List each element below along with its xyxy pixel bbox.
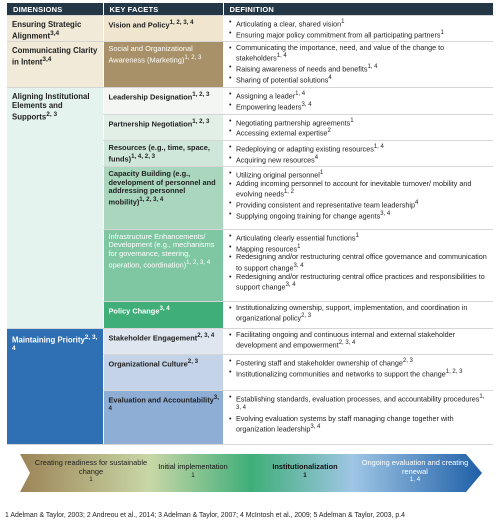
- facet-sup: 1, 2, 3: [192, 117, 210, 125]
- dimension-label: Ensuring Strategic Alignment: [12, 20, 82, 41]
- table-header-row: [7, 3, 493, 16]
- definition-cell: [223, 167, 493, 230]
- definition-item: • Redesigning and/or restructuring central office governance and communication to support change$^{3, 4}$: [229, 253, 489, 272]
- definition-item: • Institutionalizing communities and networks to support the change$^{1, 2, 3}$: [229, 368, 489, 379]
- facet-label: Vision and Policy: [108, 20, 170, 30]
- definition-item: • Negotiating partnership agreements$^1$: [229, 117, 489, 128]
- dimension-cell: [7, 88, 103, 328]
- facet-label: Capacity Building (e.g., development of personnel and addressing personnel mobility): [108, 169, 216, 207]
- definition-item: • Utilizing original personnel$^1$: [229, 169, 489, 180]
- definition-item: • Ensuring major policy commitment from all participating partners$^1$: [229, 29, 489, 40]
- facet-cell: [103, 355, 223, 391]
- definition-cell: [223, 114, 493, 140]
- definition-item: • Providing consistent and representative team leadership$^4$: [229, 199, 489, 210]
- table-row: [7, 41, 493, 87]
- facet-sup: 1, 2, 3, 4: [169, 19, 194, 27]
- facet-sup: 2, 3, 4: [197, 331, 215, 339]
- facet-cell: [103, 114, 223, 140]
- facet-label: Organizational Culture: [108, 359, 188, 369]
- stage-2: Initial implementation $^1$: [158, 462, 228, 479]
- facet-sup: 1, 2, 3: [184, 53, 202, 61]
- header-dimensions: DIMENSIONS: [7, 3, 103, 16]
- header-definition: DEFINITION: [223, 3, 493, 16]
- facet-cell: [103, 391, 223, 445]
- facet-cell: [103, 167, 223, 230]
- definition-item: • Establishing standards, evaluation processes, and accountability procedures$^{1, 3, 4}$: [229, 393, 489, 415]
- stage-arrow: [20, 454, 482, 492]
- definition-item: • Fostering staff and stakeholder ownership of change$^{2, 3}$: [229, 357, 489, 368]
- facet-label: Partnership Negotiation: [108, 119, 193, 129]
- stage-4: Ongoing evaluation and creating renewal $^{1, 4}$: [361, 458, 469, 484]
- facet-cell: [103, 301, 223, 328]
- definition-item: • Adding incoming personnel to account for inevitable turnover/ mobility and evolving needs$^{1, 2}$: [229, 180, 489, 199]
- definition-item: • Assigning a leader$^{1, 4}$: [229, 90, 489, 101]
- dimension-cell: [7, 328, 103, 444]
- definition-cell: [223, 88, 493, 114]
- facet-sup: 1, 4, 2, 3: [131, 152, 156, 160]
- facet-cell: [103, 328, 223, 354]
- facet-label: Policy Change: [108, 305, 160, 315]
- framework-table: [7, 3, 494, 445]
- definition-item: • Institutionalizing ownership, support, implementation, and coordination in organizational policy$^{2, 3}$: [229, 304, 489, 323]
- stage-3: Institutionalization $^1$: [272, 462, 338, 479]
- definition-item: • Raising awareness of needs and benefits$^{1, 4}$: [229, 63, 489, 74]
- definition-cell: [223, 41, 493, 87]
- facet-label: Stakeholder Engagement: [108, 333, 198, 343]
- definition-cell: [223, 229, 493, 301]
- dimension-label: Communicating Clarity in Intent: [12, 45, 98, 67]
- facet-sup: 2, 3: [187, 358, 199, 366]
- table-row: [7, 88, 493, 114]
- definition-item: • Communicating the importance, need, and value of the change to stakeholders$^{1, 4}$: [229, 44, 489, 63]
- references: 1 Adelman & Taylor, 2003; 2 Andreou et al., 2014; 3 Adelman & Taylor, 2007; 4 McIntosh et al., 2009; 5 Adelman & Taylor, 2003, p.4: [5, 512, 405, 519]
- table-row: [7, 328, 493, 354]
- definition-item: • Supplying ongoing training for change agents$^{3, 4}$: [229, 210, 489, 221]
- facet-cell: [103, 140, 223, 166]
- facet-label: Resources (e.g., time, space, funds): [108, 142, 210, 163]
- definition-item: • Articulating a clear, shared vision$^1$: [229, 18, 489, 29]
- definition-cell: [223, 16, 493, 42]
- definition-cell: [223, 355, 493, 391]
- definition-item: • Accessing external expertise$^2$: [229, 127, 489, 138]
- definition-cell: [223, 328, 493, 354]
- facet-cell: [103, 41, 223, 87]
- dimension-cell: [7, 41, 103, 87]
- facet-label: Leadership Designation: [108, 92, 193, 102]
- dimension-label: Maintaining Priority: [12, 335, 85, 345]
- dimension-sup: 3,4: [42, 55, 52, 63]
- definition-item: • Evolving evaluation systems by staff managing change together with organization leadership$^{3, 4}$: [229, 415, 489, 434]
- definition-item: • Redesigning and/or restructuring central office practices and responsibilities to support change$^{3, 4}$: [229, 273, 489, 292]
- dimension-sup: 2, 3: [46, 111, 58, 119]
- dimension-cell: [7, 16, 103, 42]
- dimension-label: Aligning Institutional Elements and Supports: [12, 92, 90, 123]
- definition-item: • Mapping resources$^1$: [229, 243, 489, 254]
- definition-item: • Acquiring new resources$^4$: [229, 154, 489, 165]
- facet-sup: 3, 4: [159, 304, 170, 312]
- definition-cell: [223, 391, 493, 445]
- stage-1: Creating readiness for sustainable change $^1$: [34, 458, 148, 484]
- definition-item: • Facilitating ongoing and continuous internal and external stakeholder development and empowerment$^{2, 3, 4}$: [229, 331, 489, 350]
- facet-cell: [103, 88, 223, 114]
- facet-cell: [103, 229, 223, 301]
- definition-item: • Redeploying or adapting existing resources$^{1, 4}$: [229, 143, 489, 154]
- facet-label: Social and Organizational Awareness (Marketing): [108, 43, 193, 65]
- definition-cell: [223, 140, 493, 166]
- dimension-sup: 2, 3, 4: [12, 333, 98, 353]
- facet-sup: 1, 2, 3, 4: [186, 258, 211, 266]
- dimension-sup: 3,4: [50, 30, 60, 38]
- facet-sup: 3, 4: [108, 394, 219, 413]
- definition-cell: [223, 301, 493, 328]
- definition-item: • Empowering leaders$^{3, 4}$: [229, 101, 489, 112]
- facet-sup: 1, 2, 3, 4: [139, 195, 164, 203]
- facet-label: Infrastructure Enhancements/ Development (e.g., mechanisms for governance, steering, operation, coordination): [108, 231, 215, 270]
- definition-item: • Articulating clearly essential functions$^1$: [229, 232, 489, 243]
- facet-label: Evaluation and Accountability: [108, 395, 214, 405]
- facet-sup: 1, 2, 3: [192, 91, 210, 99]
- facet-cell: [103, 16, 223, 42]
- header-key-facets: KEY FACETS: [103, 3, 223, 16]
- table-row: [7, 16, 493, 42]
- definition-item: • Sharing of potential solutions$^4$: [229, 74, 489, 85]
